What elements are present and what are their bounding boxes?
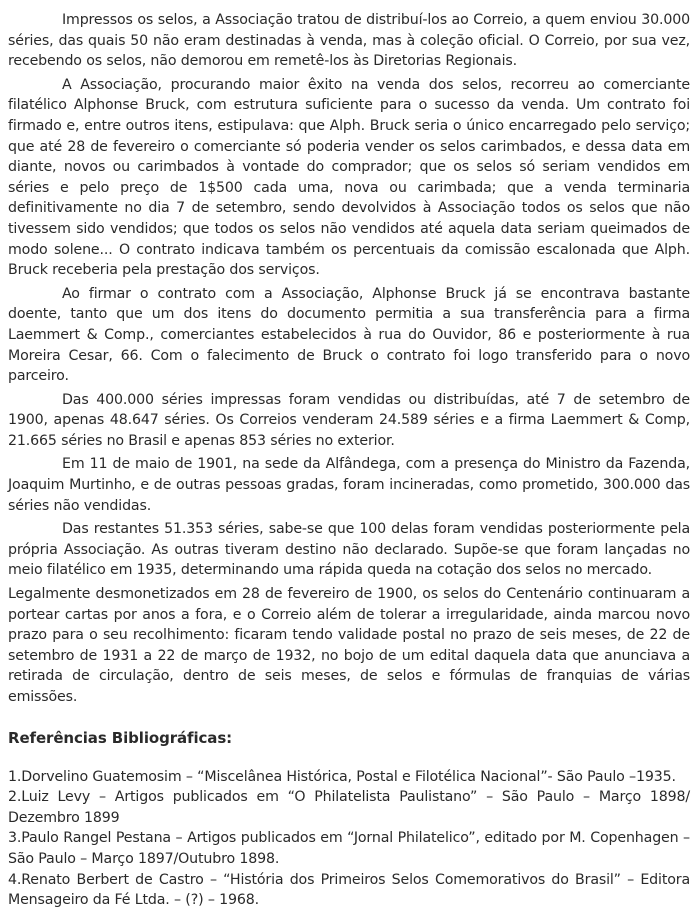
reference-item: 2.Luiz Levy – Artigos publicados em “O Philatelista Paulistano” – São Paulo – Março 1898/ Dezembro 1899 — [8, 789, 690, 826]
reference-item: 4.Renato Berbert de Castro – “História dos Primeiros Selos Comemorativos do Brasil” – Editora Mensageiro da Fé Ltda. – (?) – 1968. — [8, 871, 690, 909]
paragraph-distribution-to-post-office: Impressos os selos, a Associação tratou de distribuí-los ao Correio, a quem enviou 30.000 séries, das quais 50 não eram destinadas à venda, mas à coleção oficial. O Correio, por sua vez, recebendo os selos, não demorou em remetê-los às Diretorias Regionais. — [8, 12, 690, 70]
paragraph-sales-figures: Das 400.000 séries impressas foram vendidas ou distribuídas, até 7 de setembro de 1900, apenas 48.647 séries. Os Correios venderam 24.589 séries e a firma Laemmert & Comp, 21.665 séries no Brasil e apenas 853 séries no exterior. — [8, 391, 690, 449]
reference-item: 3.Paulo Rangel Pestana – Artigos publicados em “Jornal Philatelico”, editado por M. Copenhagen – São Paulo – Março 1897/Outubro 1898. — [8, 830, 690, 867]
reference-item: 1.Dorvelino Guatemosim – “Miscelânea Histórica, Postal e Filotélica Nacional”- São Paulo –1935. — [8, 768, 676, 785]
paragraph-incineration: Em 11 de maio de 1901, na sede da Alfândega, com a presença do Ministro da Fazenda, Joaquim Murtinho, e de outras pessoas gradas, foram incineradas, como prometido, 300.000 das séries não vendidas. — [8, 456, 690, 514]
paragraph-contract-transfer: Ao firmar o contrato com a Associação, Alphonse Bruck já se encontrava bastante doente, tanto que um dos itens do documento permitia a sua transferência para a firma Laemmert & Comp., comerciantes estabelecidos à rua do Ouvidor, 86 e posteriormente à rua Moreira Cesar, 66. Com o falecimento de Bruck o contrato foi logo transferido para o novo parceiro. — [8, 285, 690, 385]
references-list — [8, 767, 690, 911]
paragraph-demonetization: Legalmente desmonetizados em 28 de fevereiro de 1900, os selos do Centenário continuaram a portear cartas por anos a fora, e o Correio além de tolerar a irregularidade, ainda marcou novo prazo para o seu recolhimento: ficaram tendo validade postal no prazo de seis meses, de 22 de setembro de 1931 a 22 de março de 1932, no bojo de um edital daquela data que anunciava a retirada de circulação, dentro de seis meses, de selos e fórmulas de franquias de várias emissões. — [8, 586, 690, 705]
paragraph-remaining-series: Das restantes 51.353 séries, sabe-se que 100 delas foram vendidas posteriormente pela própria Associação. As outras tiveram destino não declarado. Supõe-se que foram lançadas no meio filatélico em 1935, determinando uma rápida queda na cotação dos selos no mercado. — [8, 521, 690, 579]
references-heading: Referências Bibliográficas: — [8, 728, 233, 747]
paragraph-bruck-contract: A Associação, procurando maior êxito na venda dos selos, recorreu ao comerciante filatélico Alphonse Bruck, com estrutura suficiente para o sucesso da venda. Um contrato foi firmado e, entre outros itens, estipulava: que Alph. Bruck seria o único encarregado pelo serviço; que até 28 de fevereiro o comerciante só poderia vender os selos carimbados, e dessa data em diante, novos ou carimbados à vontade do comprador; que os selos só seriam vendidos em séries e pelo preço de 1$500 cada uma, nova ou carimbada; que a venda terminaria definitivamente no dia 7 de setembro, sendo devolvidos à Associação todos os selos que não tivessem sido vendidos; que todos os selos não vendidos até aquela data seriam queimados de modo solene... O contrato indicava também os percentuais da comissão escalonada que Alph. Bruck receberia pela prestação dos serviços. — [8, 76, 690, 279]
